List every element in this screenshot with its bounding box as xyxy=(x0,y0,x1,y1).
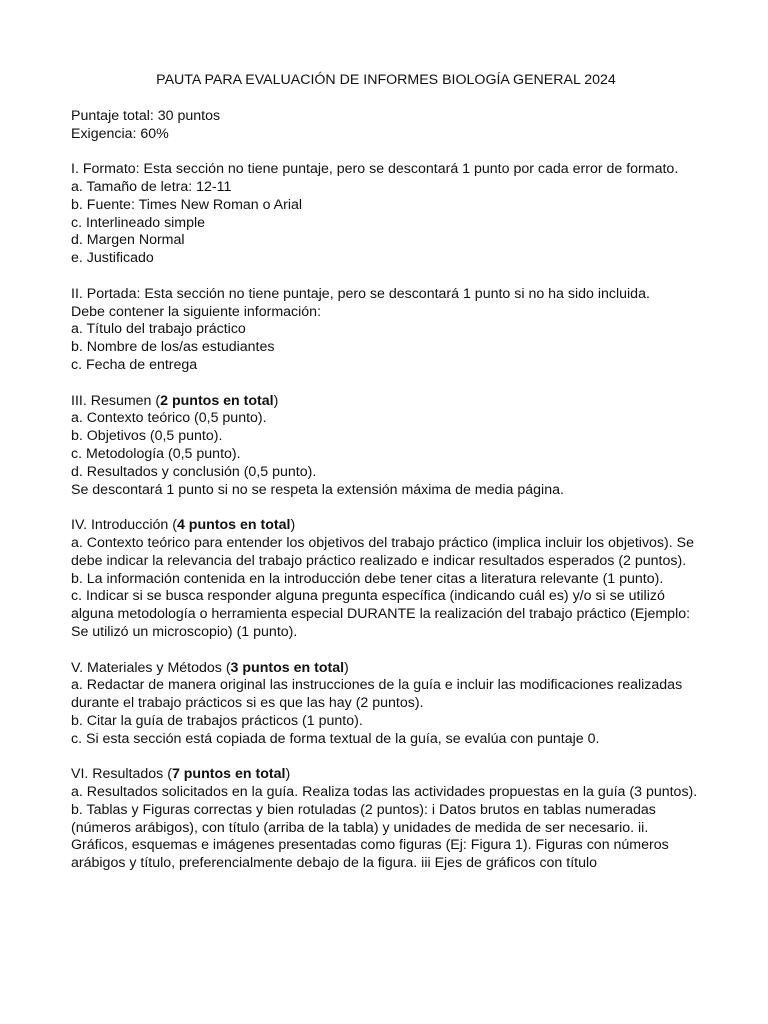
section-formato xyxy=(71,161,701,268)
section-heading: II. Portada: Esta sección no tiene puntaje, pero se descontará 1 punto si no ha sido incluida. xyxy=(71,285,650,302)
heading-text: III. Resumen ( xyxy=(71,392,161,409)
list-item: b. Tablas y Figuras correctas y bien rotuladas (2 puntos): i Datos brutos en tablas numeradas (números arábigos), con título (arriba de la tabla) y unidades de medida de ser necesario. ii. Gráficos, esquemas e imágenes presentadas como figuras (Ej: Figura 1). Figuras con números arábigos y título, preferencialmente debajo de la figura. iii Ejes de gráficos con título xyxy=(71,801,669,872)
heading-text: IV. Introducción ( xyxy=(71,517,177,534)
section-resultados xyxy=(71,766,701,873)
total-score: Puntaje total: 30 puntos xyxy=(71,107,221,124)
heading-text: ) xyxy=(285,766,291,783)
list-item: a. Redactar de manera original las instrucciones de la guía e incluir las modificaciones realizadas durante el trabajo prácticos si es que las hay (2 puntos). xyxy=(71,677,683,712)
list-item: b. Objetivos (0,5 punto). xyxy=(71,428,223,445)
list-item: a. Título del trabajo práctico xyxy=(71,321,246,338)
heading-text: VI. Resultados ( xyxy=(71,766,172,783)
heading-points: 2 puntos en total xyxy=(160,392,274,409)
section-resumen xyxy=(71,393,701,500)
list-item: c. Metodología (0,5 punto). xyxy=(71,445,241,462)
section-heading xyxy=(71,393,701,411)
section-materiales xyxy=(71,660,701,749)
heading-points: 3 puntos en total xyxy=(230,659,345,676)
list-item: b. Fuente: Times New Roman o Arial xyxy=(71,196,303,213)
heading-text: ) xyxy=(290,517,296,534)
list-item: d. Resultados y conclusión (0,5 punto). xyxy=(71,463,317,480)
heading-text: ) xyxy=(344,659,349,676)
list-item: a. Contexto teórico para entender los objetivos del trabajo práctico (implica incluir los objetivos). Se debe indicar la relevancia del trabajo práctico realizado e indicar resultados esperados (2 puntos). xyxy=(71,534,694,569)
section-introduccion xyxy=(71,517,701,642)
heading-text: ) xyxy=(273,392,279,409)
document-title: PAUTA PARA EVALUACIÓN DE INFORMES BIOLOGÍA GENERAL 2024 xyxy=(156,72,616,88)
list-item: c. Interlineado simple xyxy=(71,214,206,231)
document-page xyxy=(71,72,701,891)
list-item: a. Tamaño de letra: 12-11 xyxy=(71,178,232,195)
list-item: b. La información contenida en la introducción debe tener citas a literatura relevante (1 punto). xyxy=(71,570,664,587)
requirement: Exigencia: 60% xyxy=(71,125,169,142)
list-item: a. Contexto teórico (0,5 punto). xyxy=(71,410,267,427)
score-summary xyxy=(71,108,701,144)
heading-points: 4 puntos en total xyxy=(176,517,291,534)
list-item: d. Margen Normal xyxy=(71,232,185,249)
section-heading xyxy=(71,660,701,678)
heading-text: V. Materiales y Métodos ( xyxy=(71,659,231,676)
list-item: a. Resultados solicitados en la guía. Realiza todas las actividades propuestas en la guía (3 puntos). xyxy=(71,784,698,801)
section-heading: I. Formato: Esta sección no tiene puntaje, pero se descontará 1 punto por cada error de formato. xyxy=(71,161,679,178)
section-intro: Debe contener la siguiente información: xyxy=(71,303,322,320)
section-heading xyxy=(71,517,701,535)
list-item: b. Nombre de los/as estudiantes xyxy=(71,339,275,356)
list-item: c. Fecha de entrega xyxy=(71,356,198,373)
list-item: c. Indicar si se busca responder alguna pregunta específica (indicando cuál es) y/o si se utilizó alguna metodología o herramienta especial DURANTE la realización del trabajo práctico (Ejemplo: Se utilizó un microscopio) (1 punto). xyxy=(71,588,691,640)
section-portada xyxy=(71,286,701,375)
list-item: c. Si esta sección está copiada de forma textual de la guía, se evalúa con puntaje 0. xyxy=(71,730,600,747)
heading-points: 7 puntos en total xyxy=(171,766,286,783)
list-item: e. Justificado xyxy=(71,250,154,267)
section-note: Se descontará 1 punto si no se respeta la extensión máxima de media página. xyxy=(71,481,564,498)
section-heading xyxy=(71,766,701,784)
list-item: b. Citar la guía de trabajos prácticos (1 punto). xyxy=(71,712,363,729)
